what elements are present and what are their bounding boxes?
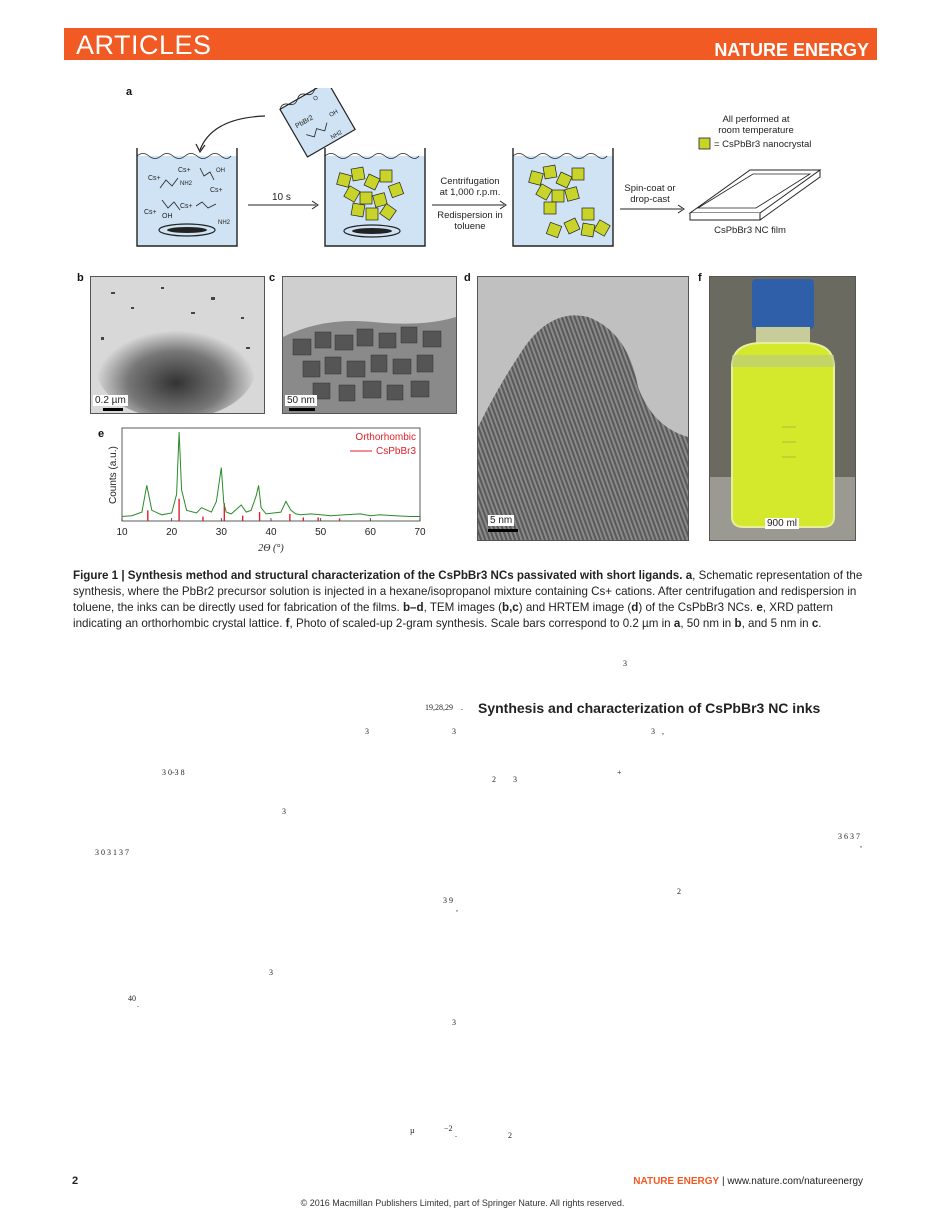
body-fragment-10: 3 (513, 775, 517, 784)
nanocrystal-legend-label: = CsPbBr3 nanocrystal (714, 139, 812, 150)
xrd-x-tick-label-3: 40 (265, 527, 277, 538)
body-fragment-17: , (456, 904, 458, 913)
centrifuge-line2: at 1,000 r.p.m. (439, 187, 501, 198)
journal-name: NATURE ENERGY (714, 40, 869, 60)
section-label: ARTICLES (76, 30, 212, 60)
hrtem-image-d (477, 276, 689, 541)
body-fragment-4: 3 (452, 727, 456, 736)
caption-ref-c2: c (811, 617, 819, 630)
body-fragment-11: 3 (282, 807, 286, 816)
caption-text-f: , Photo of scaled-up 2-gram synthesis. Scale bars correspond to 0.2 µm in (289, 617, 671, 630)
caption-text-a: , Schematic representation of the synthesis, where the PbBr2 precursor solution is injected in a hexane/isopropanol mixture containing Cs+ cations. After centrifugation and redispersion in toluene, the inks can be directly used for fabrication of the films. (73, 569, 863, 614)
figure-caption (73, 568, 863, 632)
scale-bar-label-c: 50 nm (287, 395, 315, 406)
caption-text-mid2: , and 5 nm in (741, 617, 809, 630)
room-temp-line1: All performed at (722, 114, 790, 125)
cs-label-3: Cs+ (210, 187, 223, 194)
footer-separator: | (721, 1176, 725, 1187)
redispersion-line2: toluene (454, 221, 486, 232)
section-heading: Synthesis and characterization of CsPbBr3 NC inks (478, 700, 821, 716)
caption-ref-b2: b (734, 617, 742, 630)
copyright-notice: © 2016 Macmillan Publishers Limited, part of Springer Nature. All rights reserved. (300, 1198, 625, 1208)
nc-film-substrate (690, 170, 820, 220)
xrd-x-tick-label-1: 20 (166, 527, 178, 538)
precursor-oh: OH (328, 109, 340, 119)
body-fragment-5: 3 (651, 727, 655, 736)
caption-text-bd: , TEM images ( (423, 601, 502, 614)
caption-ref-bd: b–d (402, 601, 424, 614)
spin-line1: Spin-coat or (624, 183, 676, 194)
oh-label-2: OH (216, 168, 225, 174)
footer-brand: NATURE ENERGY (633, 1176, 720, 1187)
footer-journal (633, 1176, 863, 1187)
xrd-y-axis-label: Counts (a.u.) (108, 446, 119, 504)
body-fragment-15: 2 (677, 887, 681, 896)
caption-title: Figure 1 | Synthesis method and structural characterization of the CsPbBr3 NCs passivated with short ligands. (73, 569, 683, 582)
footer-url-link[interactable]: www.nature.com/natureenergy (727, 1176, 863, 1187)
nanocrystal-legend-swatch (699, 138, 710, 149)
caption-text-e: , XRD pattern indicating an orthorhombic crystal lattice. (73, 601, 834, 630)
body-fragment-1: 19,28,29 (425, 703, 453, 712)
xrd-x-tick-label-5: 60 (364, 527, 376, 538)
body-fragment-6: , (662, 727, 664, 736)
panel-letter-f: f (698, 272, 702, 284)
panel-letter-b: b (77, 272, 84, 284)
body-fragment-23: −2 (444, 1124, 453, 1133)
spin-line2: drop-cast (630, 194, 670, 205)
body-fragment-12: 3 6 3 7 (838, 832, 860, 841)
page-number: 2 (72, 1175, 79, 1187)
xrd-x-tick-label-4: 50 (315, 527, 327, 538)
synthesis-schematic (120, 88, 840, 268)
nh2-label-1: NH2 (180, 181, 193, 187)
cs-label-4: Cs+ (180, 203, 193, 210)
nh2-label-2: NH2 (218, 220, 231, 226)
step-10s-label: 10 s (272, 192, 291, 203)
volume-label-f: 900 ml (767, 518, 798, 529)
xrd-x-tick-label-0: 10 (116, 527, 128, 538)
caption-ref-d: d (631, 601, 639, 614)
beaker-2 (325, 148, 425, 246)
body-fragment-0: 3 (623, 659, 627, 668)
body-fragment-3: 3 (365, 727, 369, 736)
precursor-label: PbBr2 (294, 114, 315, 131)
body-fragment-13: , (860, 840, 862, 849)
precursor-container (279, 88, 355, 157)
room-temp-line2: room temperature (718, 125, 794, 136)
panel-letter-a: a (126, 86, 133, 98)
precursor-o: O (312, 95, 320, 103)
xrd-chart (100, 426, 440, 556)
scale-bar-c (289, 408, 315, 411)
caption-text-end: . (818, 617, 822, 630)
scale-bar-b (103, 408, 123, 411)
redispersion-line1: Redispersion in (437, 210, 503, 221)
body-fragment-20: . (137, 1000, 139, 1009)
tem-image-b (90, 276, 265, 414)
body-fragment-9: 2 (492, 775, 496, 784)
body-fragment-14: 3 0 3 1 3 7 (95, 848, 129, 857)
caption-ref-bc: b,c (501, 601, 519, 614)
scale-bar-label-d: 5 nm (490, 515, 513, 526)
centrifuge-line1: Centrifugation (440, 176, 500, 187)
panel-letter-d: d (464, 272, 471, 284)
film-label: CsPbBr3 NC film (714, 225, 786, 236)
xrd-x-tick-label-6: 70 (414, 527, 426, 538)
body-fragment-7: 3 0-3 8 (162, 768, 185, 777)
scale-bar-label-b: 0.2 µm (95, 395, 126, 406)
body-fragment-16: 3 9 (443, 896, 453, 905)
precursor-nh2: NH2 (329, 129, 344, 142)
body-fragment-24: . (455, 1130, 457, 1139)
bottle-photo-f (709, 276, 856, 541)
xrd-legend-line1: Orthorhombic (355, 432, 416, 443)
tem-image-c (282, 276, 457, 414)
body-fragment-21: 3 (452, 1018, 456, 1027)
body-fragment-25: 2 (508, 1131, 512, 1140)
panel-letter-e: e (98, 428, 105, 440)
body-fragment-19: 40 (128, 994, 136, 1003)
body-fragment-18: 3 (269, 968, 273, 977)
body-fragment-8: + (617, 768, 622, 777)
cs-label-1: Cs+ (148, 175, 161, 182)
caption-text-mid1: , 50 nm in (680, 617, 732, 630)
caption-text-d: ) of the CsPbBr3 NCs. (638, 601, 754, 614)
xrd-x-tick-label-2: 30 (215, 527, 227, 538)
xrd-series-line (122, 432, 420, 517)
cs-label-5: Cs+ (144, 209, 157, 216)
oh-label-1: OH (162, 213, 173, 220)
caption-ref-e: e (756, 601, 763, 614)
beaker-3 (513, 148, 613, 246)
caption-ref-f: f (285, 617, 290, 630)
body-fragment-22: µ (410, 1126, 415, 1135)
caption-ref-a2: a (673, 617, 681, 630)
panel-letter-c: c (269, 272, 276, 284)
caption-text-bc: ) and HRTEM image ( (518, 601, 632, 614)
beaker-1 (137, 148, 237, 246)
xrd-x-axis-label: 2Θ (°) (258, 543, 284, 554)
body-fragment-2: . (461, 703, 463, 712)
caption-ref-a: a (685, 569, 693, 582)
xrd-legend-line2: CsPbBr3 (375, 446, 416, 457)
scale-bar-d (488, 529, 518, 532)
cs-label-2: Cs+ (178, 167, 191, 174)
